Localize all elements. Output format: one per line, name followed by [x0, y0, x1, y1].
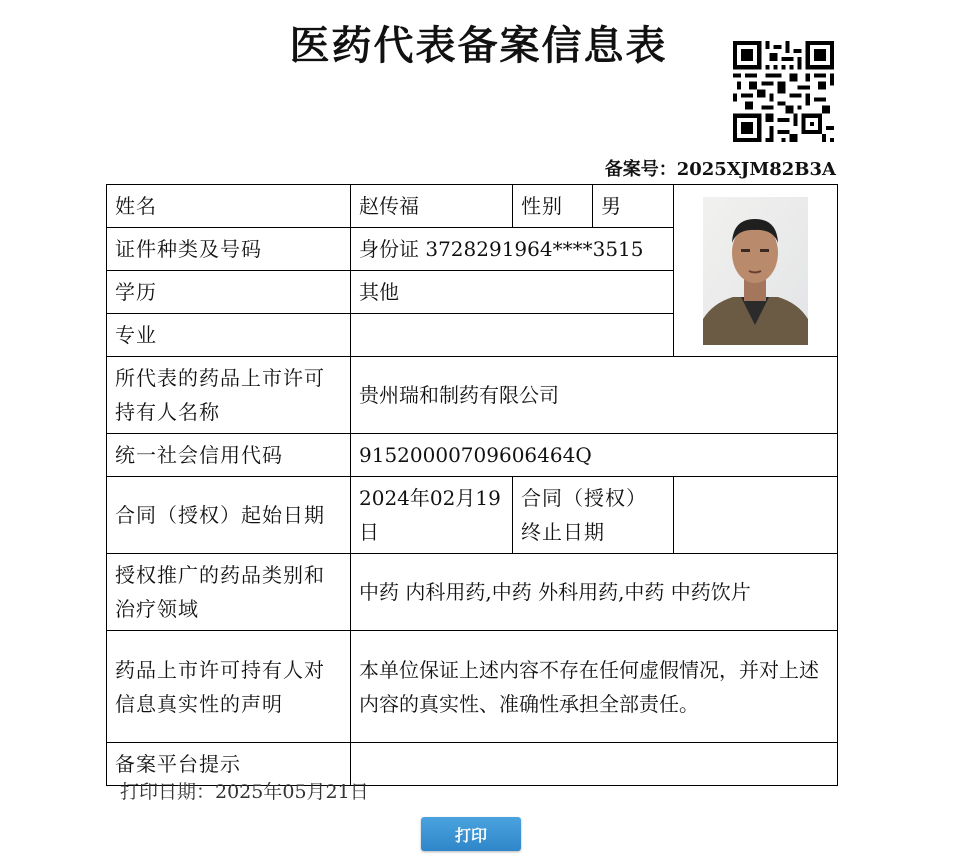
scope-label: 授权推广的药品类别和治疗领域: [107, 554, 351, 631]
applicant-photo: [703, 197, 808, 345]
print-date: 打印日期：2025年05月21日: [120, 781, 369, 803]
credit-code-value: 91520000709606464Q: [351, 434, 838, 477]
start-date-label: 合同（授权）起始日期: [107, 477, 351, 554]
end-date-label: 合同（授权）终止日期: [513, 477, 674, 554]
holder-label: 所代表的药品上市许可持有人名称: [107, 357, 351, 434]
page-title: 医药代表备案信息表: [289, 22, 668, 69]
qr-code: [733, 41, 834, 142]
platform-tip-value: [351, 743, 838, 786]
education-label: 学历: [107, 271, 351, 314]
name-value: 赵传福: [351, 185, 513, 228]
declaration-label: 药品上市许可持有人对信息真实性的声明: [107, 631, 351, 743]
holder-value: 贵州瑞和制药有限公司: [351, 357, 838, 434]
platform-tip-label: 备案平台提示: [107, 743, 351, 786]
declaration-value: 本单位保证上述内容不存在任何虚假情况，并对上述内容的真实性、准确性承担全部责任。: [351, 631, 838, 743]
id-value: 身份证 3728291964****3515: [351, 228, 674, 271]
print-button[interactable]: 打印: [421, 817, 521, 851]
credit-code-label: 统一社会信用代码: [107, 434, 351, 477]
major-value: [351, 314, 674, 357]
gender-label: 性别: [513, 185, 593, 228]
major-label: 专业: [107, 314, 351, 357]
photo-cell: [674, 185, 838, 357]
start-date-value: 2024年02月19日: [351, 477, 513, 554]
gender-value: 男: [593, 185, 674, 228]
info-table: [106, 184, 838, 786]
record-number: 备案号：2025XJM82B3A: [604, 159, 836, 180]
name-label: 姓名: [107, 185, 351, 228]
id-label: 证件种类及号码: [107, 228, 351, 271]
scope-value: 中药 内科用药,中药 外科用药,中药 中药饮片: [351, 554, 838, 631]
education-value: 其他: [351, 271, 674, 314]
end-date-value: [674, 477, 838, 554]
